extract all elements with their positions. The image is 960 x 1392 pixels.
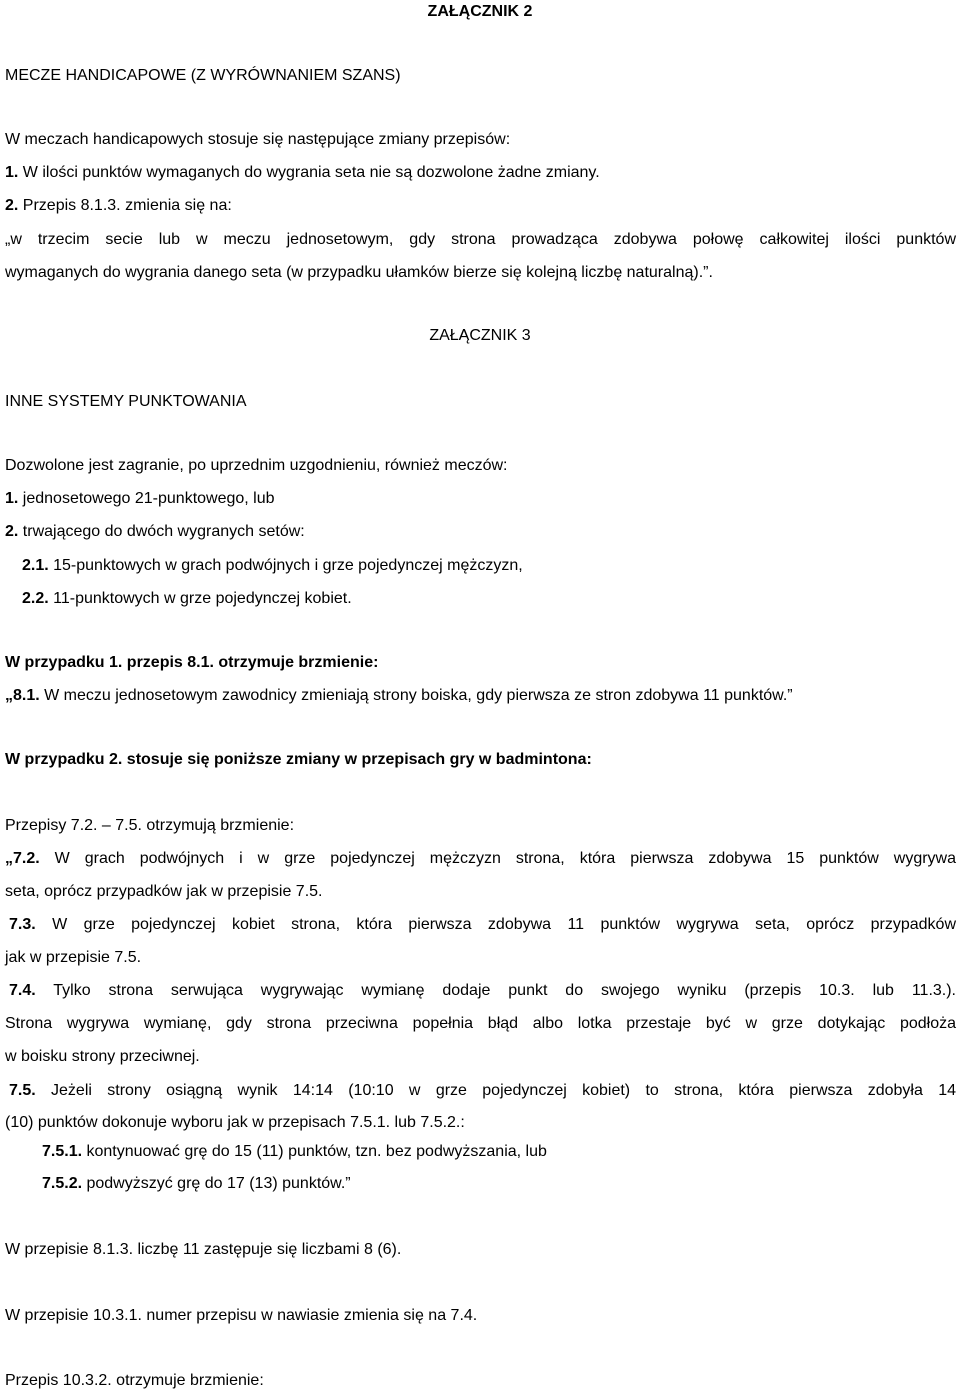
- annex3-subitem-2-2-number: 2.2.: [22, 590, 49, 607]
- annex2-item-2-text: Przepis 8.1.3. zmienia się na:: [18, 197, 232, 214]
- rule-7-4-line-3: w boisku strony przeciwnej.: [5, 1048, 200, 1065]
- annex3-subitem-2-1-number: 2.1.: [22, 557, 49, 574]
- rule-7-2-line-1: [5, 849, 956, 869]
- case-1-rule-number: „8.1.: [5, 687, 40, 704]
- rule-7-4-number: 7.4.: [9, 982, 36, 999]
- note-8-1-3: W przepisie 8.1.3. liczbę 11 zastępuje się liczbami 8 (6).: [5, 1241, 402, 1258]
- annex3-heading: INNE SYSTEMY PUNKTOWANIA: [5, 393, 247, 410]
- rule-7-4-line-1: [9, 981, 956, 1001]
- rule-7-2-text: W grach podwójnych i w grze pojedynczej mężczyzn strona, która pierwsza zdobywa 15 punktów wygrywa: [39, 850, 956, 867]
- rule-7-3-number: 7.3.: [9, 916, 36, 933]
- rule-7-3-line-1: [9, 915, 956, 935]
- annex3-subitem-2-2-text: 11-punktowych w grze pojedynczej kobiet.: [48, 590, 352, 607]
- rule-7-2-line-2: seta, oprócz przypadków jak w przepisie 7.5.: [5, 883, 323, 900]
- annex3-intro: Dozwolone jest zagranie, po uprzednim uzgodnieniu, również meczów:: [5, 457, 508, 474]
- note-10-3-1: W przepisie 10.3.1. numer przepisu w nawiasie zmienia się na 7.4.: [5, 1307, 478, 1324]
- rule-7-5-line-2: (10) punktów dokonuje wyboru jak w przepisach 7.5.1. lub 7.5.2.:: [5, 1114, 465, 1131]
- annex2-item-1: [5, 163, 956, 183]
- annex3-title: ZAŁĄCZNIK 3: [429, 327, 531, 344]
- rule-7-5-1: [42, 1142, 956, 1162]
- annex3-item-1: [5, 489, 956, 509]
- annex2-title: ZAŁĄCZNIK 2: [427, 3, 533, 20]
- rule-7-4-text: Tylko strona serwująca wygrywając wymianę dodaje punkt do swojego wyniku (przepis 10.3. lub 11.3.).: [35, 982, 956, 999]
- annex3-subitem-2-2: [22, 589, 956, 609]
- annex3-item-1-text: jednosetowego 21-punktowego, lub: [18, 490, 275, 507]
- case-1-heading: W przypadku 1. przepis 8.1. otrzymuje brzmienie:: [5, 654, 379, 671]
- annex3-item-1-number: 1.: [5, 490, 19, 507]
- annex2-item-2-number: 2.: [5, 197, 19, 214]
- rule-7-5-2: [42, 1174, 956, 1194]
- annex3-item-2-number: 2.: [5, 523, 19, 540]
- rule-7-2-number: „7.2.: [5, 850, 40, 867]
- rule-7-5-number: 7.5.: [9, 1082, 36, 1099]
- rule-7-3-text: W grze pojedynczej kobiet strona, która pierwsza zdobywa 11 punktów wygrywa seta, oprócz przypadków: [35, 916, 956, 933]
- case-1-rule: [5, 686, 956, 706]
- annex2-heading: MECZE HANDICAPOWE (Z WYRÓWNANIEM SZANS): [5, 67, 401, 84]
- rule-7-5-2-number: 7.5.2.: [42, 1175, 83, 1192]
- rules-intro: Przepisy 7.2. – 7.5. otrzymują brzmienie:: [5, 817, 295, 834]
- rule-7-5-text: Jeżeli strony osiągną wynik 14:14 (10:10 w grze pojedynczej kobiet) to strona, która pierwsza zdobyła 14: [35, 1082, 956, 1099]
- rule-7-5-line-1: [9, 1081, 956, 1101]
- case-1-rule-text: W meczu jednosetowym zawodnicy zmieniają strony boiska, gdy pierwsza ze stron zdobywa 11 punktów.”: [39, 687, 793, 704]
- annex3-subitem-2-1: [22, 556, 956, 576]
- annex2-item-1-text: W ilości punktów wymaganych do wygrania seta nie są dozwolone żadne zmiany.: [18, 164, 600, 181]
- rule-7-5-1-text: kontynuować grę do 15 (11) punktów, tzn. bez podwyższania, lub: [82, 1143, 547, 1160]
- rule-7-5-1-number: 7.5.1.: [42, 1143, 83, 1160]
- annex2-intro: W meczach handicapowych stosuje się następujące zmiany przepisów:: [5, 131, 511, 148]
- rule-7-4-line-2: Strona wygrywa wymianę, gdy strona przeciwna popełnia błąd albo lotka przestaje być w grze dotykając podłoża: [5, 1015, 956, 1032]
- annex3-subitem-2-1-text: 15-punktowych w grach podwójnych i grze pojedynczej mężczyzn,: [48, 557, 523, 574]
- note-10-3-2: Przepis 10.3.2. otrzymuje brzmienie:: [5, 1372, 264, 1389]
- rule-7-3-line-2: jak w przepisie 7.5.: [5, 949, 142, 966]
- annex3-item-2: [5, 522, 956, 542]
- annex2-item-2: [5, 196, 956, 216]
- annex3-item-2-text: trwającego do dwóch wygranych setów:: [18, 523, 305, 540]
- rule-7-5-2-text: podwyższyć grę do 17 (13) punktów.”: [82, 1175, 351, 1192]
- annex2-item-1-number: 1.: [5, 164, 19, 181]
- annex2-quote-line-2: wymaganych do wygrania danego seta (w przypadku ułamków bierze się kolejną liczbę naturalną).”.: [5, 264, 713, 281]
- annex2-quote-line-1: „w trzecim secie lub w meczu jednosetowym, gdy strona prowadząca zdobywa połowę całkowitej ilości punktów: [5, 231, 956, 248]
- case-2-heading: W przypadku 2. stosuje się poniższe zmiany w przepisach gry w badmintona:: [5, 751, 592, 768]
